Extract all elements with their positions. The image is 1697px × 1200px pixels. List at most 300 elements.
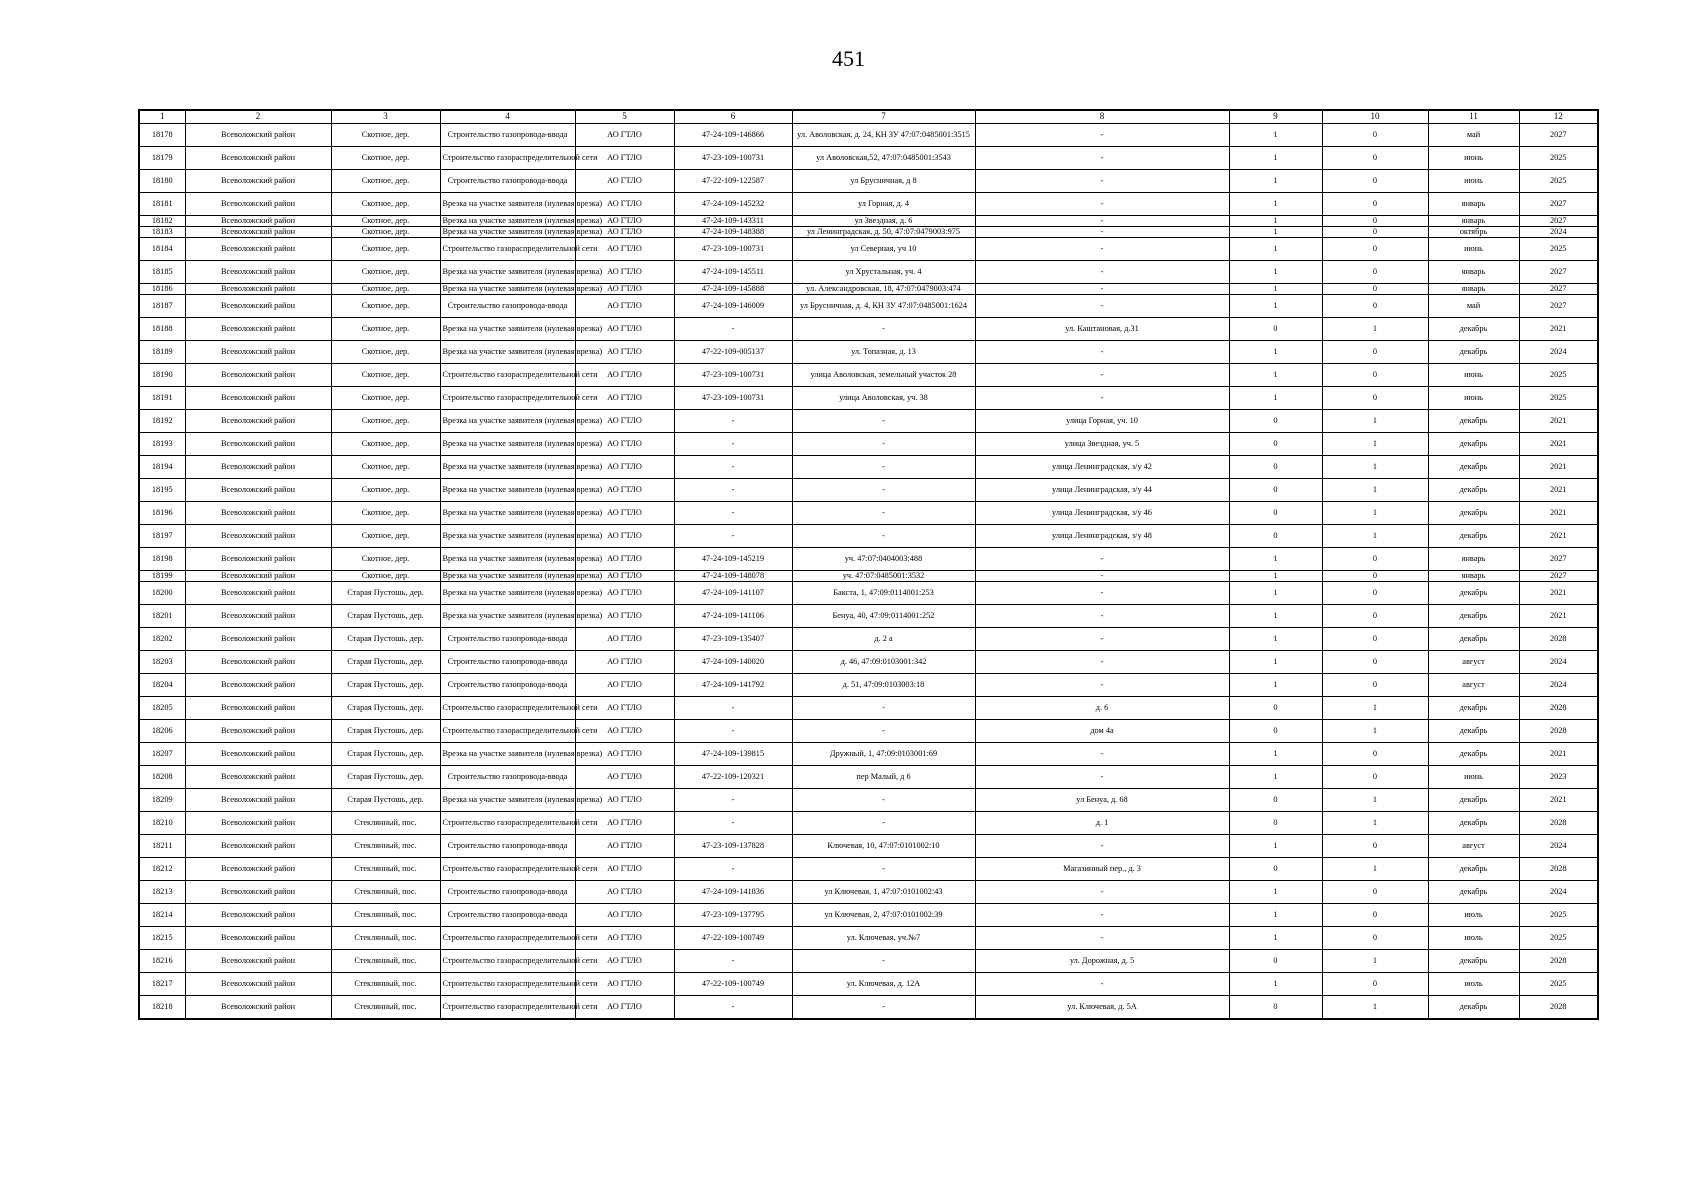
cell-organization: АО ГТЛО <box>575 479 674 502</box>
cell-count-a: 1 <box>1229 881 1322 904</box>
cell-settlement: Скотное, дер. <box>331 238 440 261</box>
cell-organization: АО ГТЛО <box>575 216 674 227</box>
cell-count-b: 0 <box>1322 766 1428 789</box>
cell-settlement: Старая Пустошь, дер. <box>331 628 440 651</box>
cell-settlement: Скотное, дер. <box>331 341 440 364</box>
cell-organization: АО ГТЛО <box>575 858 674 881</box>
cell-number: 18207 <box>139 743 185 766</box>
table-row <box>139 996 1598 1020</box>
cell-month: июнь <box>1428 364 1519 387</box>
cell-year: 2025 <box>1519 364 1598 387</box>
cell-organization: АО ГТЛО <box>575 582 674 605</box>
cell-year: 2024 <box>1519 881 1598 904</box>
cell-year: 2021 <box>1519 410 1598 433</box>
cell-month: декабрь <box>1428 789 1519 812</box>
cell-application-id: 47-24-109-145888 <box>674 284 792 295</box>
table-row <box>139 720 1598 743</box>
cell-month: июнь <box>1428 170 1519 193</box>
cell-district: Всеволожский район <box>185 628 331 651</box>
table-row <box>139 238 1598 261</box>
cell-year: 2025 <box>1519 387 1598 410</box>
cell-address-alt: д. 1 <box>975 812 1229 835</box>
cell-address-alt: - <box>975 147 1229 170</box>
table-row <box>139 927 1598 950</box>
cell-count-a: 1 <box>1229 341 1322 364</box>
cell-count-b: 0 <box>1322 193 1428 216</box>
cell-number: 18182 <box>139 216 185 227</box>
cell-district: Всеволожский район <box>185 433 331 456</box>
column-header: 1 <box>139 110 185 124</box>
cell-work-type: Строительство газопровода-ввода <box>440 628 575 651</box>
header-row <box>139 110 1598 124</box>
cell-settlement: Скотное, дер. <box>331 387 440 410</box>
cell-address-alt: - <box>975 238 1229 261</box>
cell-address-alt: - <box>975 571 1229 582</box>
cell-organization: АО ГТЛО <box>575 410 674 433</box>
table-row <box>139 571 1598 582</box>
cell-application-id: 47-23-109-100731 <box>674 147 792 170</box>
cell-work-type: Строительство газораспределительной сети <box>440 147 575 170</box>
cell-count-b: 1 <box>1322 318 1428 341</box>
cell-district: Всеволожский район <box>185 193 331 216</box>
cell-count-b: 0 <box>1322 261 1428 284</box>
cell-month: январь <box>1428 571 1519 582</box>
cell-organization: АО ГТЛО <box>575 628 674 651</box>
cell-settlement: Стеклянный, пос. <box>331 950 440 973</box>
column-header: 9 <box>1229 110 1322 124</box>
cell-number: 18191 <box>139 387 185 410</box>
cell-application-id: 47-24-109-146009 <box>674 295 792 318</box>
cell-address: - <box>792 433 975 456</box>
table-row <box>139 628 1598 651</box>
cell-year: 2027 <box>1519 548 1598 571</box>
table-row <box>139 950 1598 973</box>
cell-year: 2027 <box>1519 295 1598 318</box>
cell-number: 18188 <box>139 318 185 341</box>
table-row <box>139 812 1598 835</box>
cell-month: июль <box>1428 927 1519 950</box>
cell-month: декабрь <box>1428 433 1519 456</box>
cell-application-id: 47-24-109-143311 <box>674 216 792 227</box>
cell-address-alt: улица Ленинградская, з/у 46 <box>975 502 1229 525</box>
cell-work-type: Врезка на участке заявителя (нулевая врезка) <box>440 433 575 456</box>
cell-address: - <box>792 950 975 973</box>
cell-settlement: Стеклянный, пос. <box>331 858 440 881</box>
cell-count-b: 1 <box>1322 410 1428 433</box>
cell-work-type: Врезка на участке заявителя (нулевая врезка) <box>440 571 575 582</box>
cell-month: декабрь <box>1428 502 1519 525</box>
cell-district: Всеволожский район <box>185 927 331 950</box>
cell-number: 18214 <box>139 904 185 927</box>
cell-organization: АО ГТЛО <box>575 605 674 628</box>
cell-application-id: 47-22-109-120321 <box>674 766 792 789</box>
cell-application-id: 47-24-109-148388 <box>674 227 792 238</box>
cell-count-b: 0 <box>1322 628 1428 651</box>
cell-number: 18211 <box>139 835 185 858</box>
table-row <box>139 147 1598 170</box>
cell-address-alt: - <box>975 651 1229 674</box>
cell-address: - <box>792 525 975 548</box>
cell-month: январь <box>1428 193 1519 216</box>
cell-count-a: 0 <box>1229 996 1322 1020</box>
table-row <box>139 410 1598 433</box>
cell-number: 18187 <box>139 295 185 318</box>
table-row <box>139 193 1598 216</box>
cell-month: октябрь <box>1428 227 1519 238</box>
cell-application-id: - <box>674 318 792 341</box>
cell-count-b: 1 <box>1322 697 1428 720</box>
cell-number: 18184 <box>139 238 185 261</box>
cell-district: Всеволожский район <box>185 858 331 881</box>
cell-settlement: Скотное, дер. <box>331 216 440 227</box>
cell-year: 2027 <box>1519 193 1598 216</box>
cell-application-id: 47-24-109-141106 <box>674 605 792 628</box>
cell-settlement: Скотное, дер. <box>331 193 440 216</box>
cell-application-id: 47-22-109-122587 <box>674 170 792 193</box>
cell-count-a: 1 <box>1229 605 1322 628</box>
cell-address: ул Брусничная, д. 4, КН ЗУ 47:07:0485001:1624 <box>792 295 975 318</box>
cell-count-b: 1 <box>1322 456 1428 479</box>
cell-month: декабрь <box>1428 881 1519 904</box>
cell-month: январь <box>1428 548 1519 571</box>
cell-district: Всеволожский район <box>185 456 331 479</box>
table-row <box>139 605 1598 628</box>
cell-count-b: 0 <box>1322 881 1428 904</box>
cell-settlement: Скотное, дер. <box>331 410 440 433</box>
cell-count-b: 0 <box>1322 835 1428 858</box>
cell-address: уч. 47:07:0485001:3532 <box>792 571 975 582</box>
cell-number: 18208 <box>139 766 185 789</box>
cell-month: июнь <box>1428 147 1519 170</box>
cell-year: 2024 <box>1519 651 1598 674</box>
cell-address-alt: - <box>975 881 1229 904</box>
cell-district: Всеволожский район <box>185 364 331 387</box>
cell-address-alt: дом 4а <box>975 720 1229 743</box>
cell-address-alt: - <box>975 674 1229 697</box>
table-row <box>139 456 1598 479</box>
cell-number: 18192 <box>139 410 185 433</box>
cell-work-type: Строительство газораспределительной сети <box>440 973 575 996</box>
cell-application-id: - <box>674 697 792 720</box>
cell-count-b: 0 <box>1322 651 1428 674</box>
cell-number: 18196 <box>139 502 185 525</box>
cell-count-b: 0 <box>1322 284 1428 295</box>
cell-address: - <box>792 456 975 479</box>
cell-address: - <box>792 720 975 743</box>
cell-work-type: Врезка на участке заявителя (нулевая врезка) <box>440 261 575 284</box>
cell-number: 18213 <box>139 881 185 904</box>
cell-address-alt: ул. Ключевая, д. 5А <box>975 996 1229 1020</box>
cell-organization: АО ГТЛО <box>575 295 674 318</box>
cell-settlement: Скотное, дер. <box>331 170 440 193</box>
cell-application-id: - <box>674 789 792 812</box>
cell-month: декабрь <box>1428 743 1519 766</box>
table-body <box>139 124 1598 1020</box>
cell-organization: АО ГТЛО <box>575 973 674 996</box>
cell-address-alt: - <box>975 927 1229 950</box>
cell-district: Всеволожский район <box>185 881 331 904</box>
table-row <box>139 341 1598 364</box>
cell-month: декабрь <box>1428 582 1519 605</box>
table-row <box>139 548 1598 571</box>
cell-application-id: - <box>674 479 792 502</box>
cell-count-a: 1 <box>1229 387 1322 410</box>
page-number: 451 <box>832 46 865 71</box>
cell-month: декабрь <box>1428 341 1519 364</box>
cell-year: 2024 <box>1519 341 1598 364</box>
cell-settlement: Старая Пустошь, дер. <box>331 697 440 720</box>
cell-address: д. 51, 47:09:0103003:18 <box>792 674 975 697</box>
cell-count-a: 1 <box>1229 835 1322 858</box>
cell-year: 2021 <box>1519 582 1598 605</box>
cell-month: декабрь <box>1428 525 1519 548</box>
cell-number: 18218 <box>139 996 185 1020</box>
cell-address-alt: - <box>975 582 1229 605</box>
cell-month: июнь <box>1428 238 1519 261</box>
cell-organization: АО ГТЛО <box>575 651 674 674</box>
cell-year: 2021 <box>1519 433 1598 456</box>
cell-address: ул. Ключевая, уч.№7 <box>792 927 975 950</box>
cell-count-b: 0 <box>1322 341 1428 364</box>
cell-address: пер Малый, д 6 <box>792 766 975 789</box>
cell-district: Всеволожский район <box>185 170 331 193</box>
cell-number: 18194 <box>139 456 185 479</box>
cell-work-type: Строительство газораспределительной сети <box>440 927 575 950</box>
cell-month: август <box>1428 674 1519 697</box>
table-row <box>139 261 1598 284</box>
column-header: 8 <box>975 110 1229 124</box>
cell-count-b: 0 <box>1322 743 1428 766</box>
cell-address-alt: ул. Каштановая, д.31 <box>975 318 1229 341</box>
cell-district: Всеволожский район <box>185 318 331 341</box>
cell-count-a: 0 <box>1229 318 1322 341</box>
table-row <box>139 904 1598 927</box>
cell-settlement: Скотное, дер. <box>331 525 440 548</box>
cell-year: 2028 <box>1519 812 1598 835</box>
cell-application-id: - <box>674 410 792 433</box>
cell-district: Всеволожский район <box>185 766 331 789</box>
cell-settlement: Старая Пустошь, дер. <box>331 582 440 605</box>
cell-address: Бакста, 1, 47:09:0114001:253 <box>792 582 975 605</box>
cell-year: 2027 <box>1519 216 1598 227</box>
cell-count-a: 1 <box>1229 571 1322 582</box>
cell-count-a: 1 <box>1229 582 1322 605</box>
cell-organization: АО ГТЛО <box>575 720 674 743</box>
cell-application-id: 47-23-109-137828 <box>674 835 792 858</box>
registry-table <box>138 109 1599 1020</box>
cell-application-id: 47-24-109-145232 <box>674 193 792 216</box>
cell-application-id: 47-22-109-005137 <box>674 341 792 364</box>
cell-settlement: Скотное, дер. <box>331 318 440 341</box>
cell-address-alt: - <box>975 364 1229 387</box>
cell-address: Бенуа, 40, 47:09:0114001:252 <box>792 605 975 628</box>
cell-count-a: 0 <box>1229 950 1322 973</box>
cell-organization: АО ГТЛО <box>575 571 674 582</box>
table-row <box>139 766 1598 789</box>
cell-address: ул Горная, д. 4 <box>792 193 975 216</box>
cell-address: - <box>792 410 975 433</box>
cell-count-b: 1 <box>1322 720 1428 743</box>
cell-count-a: 0 <box>1229 502 1322 525</box>
cell-month: декабрь <box>1428 950 1519 973</box>
cell-year: 2027 <box>1519 284 1598 295</box>
cell-settlement: Стеклянный, пос. <box>331 996 440 1020</box>
cell-settlement: Старая Пустошь, дер. <box>331 789 440 812</box>
cell-settlement: Скотное, дер. <box>331 147 440 170</box>
cell-month: июль <box>1428 904 1519 927</box>
cell-count-a: 0 <box>1229 410 1322 433</box>
cell-count-a: 0 <box>1229 525 1322 548</box>
cell-address-alt: - <box>975 341 1229 364</box>
cell-organization: АО ГТЛО <box>575 124 674 147</box>
cell-count-a: 1 <box>1229 904 1322 927</box>
cell-count-a: 1 <box>1229 674 1322 697</box>
cell-organization: АО ГТЛО <box>575 904 674 927</box>
cell-count-a: 1 <box>1229 295 1322 318</box>
cell-organization: АО ГТЛО <box>575 835 674 858</box>
cell-settlement: Старая Пустошь, дер. <box>331 651 440 674</box>
cell-work-type: Врезка на участке заявителя (нулевая врезка) <box>440 743 575 766</box>
cell-address: ул. Александровская, 18, 47:07:0479003:474 <box>792 284 975 295</box>
cell-address: - <box>792 318 975 341</box>
cell-month: январь <box>1428 284 1519 295</box>
cell-number: 18203 <box>139 651 185 674</box>
cell-settlement: Скотное, дер. <box>331 571 440 582</box>
column-header: 5 <box>575 110 674 124</box>
cell-count-b: 0 <box>1322 674 1428 697</box>
cell-work-type: Врезка на участке заявителя (нулевая врезка) <box>440 318 575 341</box>
cell-month: декабрь <box>1428 697 1519 720</box>
cell-count-b: 1 <box>1322 858 1428 881</box>
table-row <box>139 502 1598 525</box>
cell-application-id: 47-23-109-135407 <box>674 628 792 651</box>
table-row <box>139 858 1598 881</box>
cell-count-a: 1 <box>1229 766 1322 789</box>
cell-work-type: Врезка на участке заявителя (нулевая врезка) <box>440 605 575 628</box>
cell-count-a: 1 <box>1229 147 1322 170</box>
cell-count-b: 0 <box>1322 124 1428 147</box>
cell-count-b: 0 <box>1322 927 1428 950</box>
cell-address-alt: улица Звездная, уч. 5 <box>975 433 1229 456</box>
table-row <box>139 170 1598 193</box>
cell-work-type: Врезка на участке заявителя (нулевая врезка) <box>440 582 575 605</box>
cell-month: декабрь <box>1428 858 1519 881</box>
cell-work-type: Строительство газораспределительной сети <box>440 996 575 1020</box>
cell-work-type: Строительство газопровода-ввода <box>440 881 575 904</box>
cell-address: - <box>792 812 975 835</box>
table-row <box>139 835 1598 858</box>
cell-organization: АО ГТЛО <box>575 766 674 789</box>
cell-count-a: 1 <box>1229 193 1322 216</box>
cell-year: 2024 <box>1519 835 1598 858</box>
cell-count-b: 1 <box>1322 812 1428 835</box>
cell-count-a: 1 <box>1229 238 1322 261</box>
cell-year: 2027 <box>1519 571 1598 582</box>
cell-month: август <box>1428 651 1519 674</box>
cell-work-type: Строительство газораспределительной сети <box>440 387 575 410</box>
cell-count-a: 1 <box>1229 973 1322 996</box>
cell-work-type: Строительство газопровода-ввода <box>440 674 575 697</box>
column-header: 2 <box>185 110 331 124</box>
cell-number: 18180 <box>139 170 185 193</box>
cell-district: Всеволожский район <box>185 743 331 766</box>
table-row <box>139 479 1598 502</box>
cell-count-b: 1 <box>1322 950 1428 973</box>
cell-count-a: 1 <box>1229 227 1322 238</box>
cell-settlement: Скотное, дер. <box>331 227 440 238</box>
cell-work-type: Врезка на участке заявителя (нулевая врезка) <box>440 789 575 812</box>
cell-count-b: 0 <box>1322 548 1428 571</box>
cell-application-id: - <box>674 996 792 1020</box>
cell-address: д. 2 а <box>792 628 975 651</box>
cell-district: Всеволожский район <box>185 147 331 170</box>
table-row <box>139 743 1598 766</box>
table-row <box>139 651 1598 674</box>
cell-application-id: 47-24-109-145511 <box>674 261 792 284</box>
cell-number: 18195 <box>139 479 185 502</box>
cell-month: декабрь <box>1428 720 1519 743</box>
cell-application-id: 47-23-109-100731 <box>674 238 792 261</box>
cell-application-id: 47-24-109-148078 <box>674 571 792 582</box>
cell-work-type: Врезка на участке заявителя (нулевая врезка) <box>440 479 575 502</box>
cell-application-id: - <box>674 525 792 548</box>
cell-organization: АО ГТЛО <box>575 433 674 456</box>
cell-district: Всеволожский район <box>185 973 331 996</box>
cell-number: 18189 <box>139 341 185 364</box>
cell-month: июнь <box>1428 387 1519 410</box>
table-row <box>139 364 1598 387</box>
cell-count-a: 1 <box>1229 284 1322 295</box>
cell-count-a: 0 <box>1229 789 1322 812</box>
column-header: 3 <box>331 110 440 124</box>
cell-count-a: 1 <box>1229 216 1322 227</box>
cell-count-b: 0 <box>1322 216 1428 227</box>
cell-number: 18209 <box>139 789 185 812</box>
cell-count-a: 1 <box>1229 548 1322 571</box>
cell-settlement: Скотное, дер. <box>331 364 440 387</box>
cell-settlement: Скотное, дер. <box>331 261 440 284</box>
cell-settlement: Старая Пустошь, дер. <box>331 766 440 789</box>
cell-year: 2021 <box>1519 605 1598 628</box>
column-header: 12 <box>1519 110 1598 124</box>
table-row <box>139 789 1598 812</box>
column-header: 4 <box>440 110 575 124</box>
cell-month: июнь <box>1428 766 1519 789</box>
cell-district: Всеволожский район <box>185 284 331 295</box>
cell-organization: АО ГТЛО <box>575 387 674 410</box>
cell-month: декабрь <box>1428 812 1519 835</box>
cell-district: Всеволожский район <box>185 950 331 973</box>
cell-organization: АО ГТЛО <box>575 812 674 835</box>
cell-organization: АО ГТЛО <box>575 284 674 295</box>
cell-number: 18202 <box>139 628 185 651</box>
cell-organization: АО ГТЛО <box>575 996 674 1020</box>
cell-settlement: Стеклянный, пос. <box>331 927 440 950</box>
cell-settlement: Старая Пустошь, дер. <box>331 674 440 697</box>
cell-address-alt: - <box>975 170 1229 193</box>
cell-organization: АО ГТЛО <box>575 170 674 193</box>
cell-district: Всеволожский район <box>185 789 331 812</box>
cell-address: - <box>792 502 975 525</box>
cell-application-id: - <box>674 720 792 743</box>
cell-district: Всеволожский район <box>185 548 331 571</box>
cell-application-id: 47-24-109-141792 <box>674 674 792 697</box>
cell-work-type: Врезка на участке заявителя (нулевая врезка) <box>440 284 575 295</box>
cell-application-id: 47-22-109-100749 <box>674 927 792 950</box>
column-header: 6 <box>674 110 792 124</box>
cell-district: Всеволожский район <box>185 835 331 858</box>
cell-district: Всеволожский район <box>185 996 331 1020</box>
